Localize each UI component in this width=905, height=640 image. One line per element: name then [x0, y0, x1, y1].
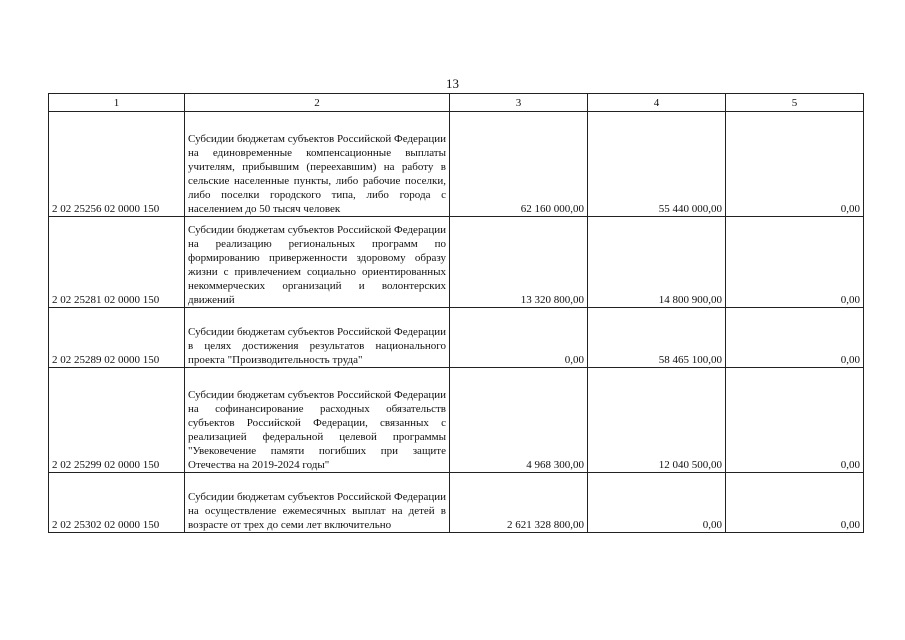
- header-col-3: 3: [450, 94, 588, 112]
- table-row: [49, 368, 864, 473]
- amount-col-4: 58 465 100,00: [588, 308, 726, 368]
- table-row: [49, 112, 864, 217]
- row-description: Субсидии бюджетам субъектов Российской Федерации на реализацию региональных программ по формированию приверженности здоровому образу жизни с привлечением социально ориентированных некоммерческих организаций и волонтерских движений: [185, 217, 450, 308]
- budget-code: 2 02 25302 02 0000 150: [49, 473, 185, 533]
- row-description: Субсидии бюджетам субъектов Российской Федерации на единовременные компенсационные выплаты учителям, прибывшим (переехавшим) на работу в сельские населенные пункты, либо рабочие поселки, либо поселки городского типа, либо города с населением до 50 тысяч человек: [185, 112, 450, 217]
- amount-col-5: 0,00: [726, 112, 864, 217]
- budget-code: 2 02 25281 02 0000 150: [49, 217, 185, 308]
- amount-col-3: 0,00: [450, 308, 588, 368]
- amount-col-3: 4 968 300,00: [450, 368, 588, 473]
- table-row: [49, 217, 864, 308]
- budget-code: 2 02 25256 02 0000 150: [49, 112, 185, 217]
- header-col-4: 4: [588, 94, 726, 112]
- amount-col-5: 0,00: [726, 473, 864, 533]
- budget-table: [48, 93, 864, 533]
- budget-code: 2 02 25299 02 0000 150: [49, 368, 185, 473]
- table-header-row: [49, 94, 864, 112]
- row-description: Субсидии бюджетам субъектов Российской Федерации на софинансирование расходных обязательств субъектов Российской Федерации, связанных с реализацией федеральной целевой программы "Увековечение памяти погибших при защите Отечества на 2019-2024 годы": [185, 368, 450, 473]
- table-row: [49, 473, 864, 533]
- amount-col-5: 0,00: [726, 368, 864, 473]
- header-col-5: 5: [726, 94, 864, 112]
- amount-col-3: 13 320 800,00: [450, 217, 588, 308]
- amount-col-3: 62 160 000,00: [450, 112, 588, 217]
- row-description: Субсидии бюджетам субъектов Российской Федерации на осуществление ежемесячных выплат на детей в возрасте от трех до семи лет включительно: [185, 473, 450, 533]
- table-row: [49, 308, 864, 368]
- page-number: 13: [446, 76, 459, 91]
- amount-col-3: 2 621 328 800,00: [450, 473, 588, 533]
- amount-col-4: 12 040 500,00: [588, 368, 726, 473]
- budget-code: 2 02 25289 02 0000 150: [49, 308, 185, 368]
- amount-col-4: 0,00: [588, 473, 726, 533]
- amount-col-5: 0,00: [726, 308, 864, 368]
- header-col-2: 2: [185, 94, 450, 112]
- amount-col-5: 0,00: [726, 217, 864, 308]
- amount-col-4: 55 440 000,00: [588, 112, 726, 217]
- amount-col-4: 14 800 900,00: [588, 217, 726, 308]
- row-description: Субсидии бюджетам субъектов Российской Федерации в целях достижения результатов национального проекта "Производительность труда": [185, 308, 450, 368]
- header-col-1: 1: [49, 94, 185, 112]
